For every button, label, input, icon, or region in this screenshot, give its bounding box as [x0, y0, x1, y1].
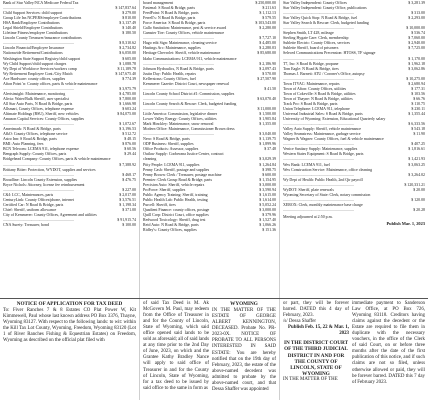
- claim-amount: $ 7,388.92: [119, 161, 136, 167]
- claim-amount: $ 536.74: [411, 30, 425, 36]
- claim-vendor: Wex Construction Service: Maintenance, office cleaning: [283, 166, 373, 172]
- claim-amount: $ 398.75: [262, 166, 276, 172]
- claim-amount: $ 1,527.40: [259, 217, 276, 223]
- claim-amount: $ 3,063.25: [408, 161, 425, 167]
- claim-amount: $ 27,507.90: [257, 75, 276, 81]
- claim-vendor: ........................................................................: [3, 85, 74, 91]
- claim-vendor: ........................................................................: [143, 95, 214, 101]
- claim-amount: $ 579.55: [262, 15, 276, 21]
- claim-vendor: Western States Equipment: S Road & Bridge, parts: [283, 151, 364, 157]
- claim-vendor: ........................................................................: [3, 217, 74, 223]
- claim-amount: $ 227.00: [122, 186, 136, 192]
- claim-vendor: ........................................................................: [143, 105, 214, 111]
- claim-amount: $ 11,000.00: [257, 105, 276, 111]
- claim-vendor: Lincoln Financial/Employee Insurance: [3, 45, 65, 51]
- claim-vendor: Wagner & Wagner: County Offices, fuel & vehicle maintenance: [283, 136, 384, 142]
- claim-vendor: Wex Bank: LCEMA 911, fuel: [283, 161, 330, 167]
- claim-vendor: ........................................................................: [283, 181, 354, 187]
- claim-amount: $ 7,060.00: [408, 35, 425, 41]
- claim-vendor: Chief: Sheriff, uniform allowance: [3, 206, 57, 212]
- claim-vendor: Track Pro: S Road & Bridge, parts: [283, 100, 338, 106]
- column-rule: [139, 0, 140, 400]
- claim-vendor: Bengraph Supply: County Offices, parts: [3, 151, 67, 157]
- claim-vendor: ........................................................................: [3, 5, 74, 11]
- claim-vendor: Bridgehead Company: County Offices, parts & vehicle maintenance: [3, 156, 111, 162]
- claim-amount: $ 2,734.82: [119, 45, 136, 51]
- claim-vendor: Premier: Clerk Group Road & Bridge, parts: [143, 176, 213, 182]
- claim-amount: $ 180.50: [122, 30, 136, 36]
- claim-vendor: Little America: Commission, legislative dinner: [143, 111, 218, 117]
- claim-amount: $ 570.00: [262, 70, 276, 76]
- claim-amount: $ 1,170.00: [408, 55, 425, 61]
- claim-amount: $ 605.00: [122, 55, 136, 61]
- claim-vendor: Lower Valley Energy: County Offices, utilities: [143, 116, 217, 122]
- claim-amount: $ 3,975.79: [119, 85, 136, 91]
- claim-amount: $ 3,137.49: [119, 20, 136, 26]
- claim-vendor: Afton Point 'n: County offices, parts & vehicle maintenance: [3, 80, 98, 86]
- claim-vendor: City of Kemmerer: County Offices, Agreement and utilities: [3, 211, 97, 217]
- claim-amount: $ 211.63: [262, 5, 276, 11]
- claim-vendor: Group Life Ins NCPERS/employee Contributions: [3, 15, 82, 21]
- claim-vendor: CNA Surety: Treasurer, bond: [3, 222, 49, 228]
- claim-vendor: ........................................................................: [283, 75, 354, 81]
- claim-vendor: Force America: S Road & Bridge, parts: [143, 20, 206, 26]
- claim-amount: $ 10,000.00: [406, 25, 425, 31]
- claim-amount: $ 1,905.84: [259, 116, 276, 122]
- claim-vendor: ........................................................................: [3, 161, 74, 167]
- claim-amount: $ 3,590.94: [259, 186, 276, 192]
- claim-amount: $ 379.96: [262, 211, 276, 217]
- claim-amount: $ 7,800.00: [119, 95, 136, 101]
- claim-vendor: Tom Eagle: N Road & Bridge, tires: [283, 65, 339, 71]
- claim-amount: $ 1,198.34: [119, 201, 136, 207]
- claim-vendor: CenturyLink: County Offices/phone, internet: [3, 196, 75, 202]
- claim-amount: $ 1,139.75: [259, 136, 276, 142]
- claim-vendor: Wy Child Support/child support charges: [3, 60, 67, 66]
- claim-vendor: WyDOT: Sheriff, plate renewals: [283, 186, 334, 192]
- claim-amount: $ 774.39: [122, 75, 136, 81]
- claim-vendor: BCN Telecom: LCEMA 911, telephone expense: [3, 146, 79, 152]
- claim-amount: $ 1,899.96: [259, 141, 276, 147]
- claim-amount: $ 20.28: [413, 206, 425, 212]
- claim-vendor: Hastings Arc: Maintenance, supplies: [143, 45, 201, 51]
- notice-title: NOTICE OF APPLICATION FOR TAX DEED: [16, 301, 123, 307]
- claim-amount: $ 63,070.40: [257, 95, 276, 101]
- claim-amount: $ 60.56: [124, 146, 136, 152]
- claim-amount: $ 1,666.98: [119, 100, 136, 106]
- claim-amount: $ 1,355.44: [408, 111, 425, 117]
- claim-vendor: C&I: LCC, Maintenances, parts: [3, 191, 54, 197]
- claim-vendor: Brittany Bitter: Protection, WYDOT, supplies and services: [3, 166, 96, 172]
- claim-vendor: Seleced Communications Precension: HTOSS, TF signage: [283, 50, 376, 56]
- claim-amount: $ 37.48: [264, 146, 276, 152]
- claim-amount: $ 100.00: [122, 222, 136, 228]
- claim-amount: $ 1,264.84: [259, 161, 276, 167]
- claim-vendor: ........................................................................: [143, 85, 214, 91]
- claim-vendor: Union Telephone: LCEMA 911, telephone: [283, 105, 350, 111]
- notice-tax-deed: [3, 301, 136, 344]
- claim-vendor: Public Agency Training: Sheriff, training: [143, 191, 208, 197]
- claim-vendor: Purcell: Sheriff, tires: [143, 201, 176, 207]
- claim-amount: $ 230.11: [411, 105, 425, 111]
- claim-vendor: board management: [143, 0, 174, 5]
- claim-vendor: Town of Thayne: N Road & Bridge, utilities: [283, 95, 353, 101]
- claim-vendor: ........................................................................: [3, 171, 74, 177]
- claim-vendor: Quadient Finance: county offices, postage: [143, 206, 210, 212]
- claim-vendor: Gallo Sanitation: Maintenance, pest & service award: [143, 25, 227, 31]
- claim-amount: $ 313.00: [411, 10, 425, 16]
- claim-vendor: ........................................................................: [283, 25, 354, 31]
- claim-row: [283, 207, 425, 212]
- claim-amount: $ 1,500.00: [259, 111, 276, 117]
- claim-amount: $ 2,940.00: [408, 40, 425, 46]
- notice-body: To: Fiver Ranches 7 & 8 Estates CO Plat Power W, Kit Kimmewell, Paul whose last known address PO Box 3376, Thayne, Wyoming 83127. With respect to the following lands: to wit: within the Kill Tax Lot County, Wyoming, Freedom, Wyoming 83120 (Lot 1 of River Ranches Fishing & Equestrian Estates) on Freedom, Wyoming as described on the official plat filed with: [3, 308, 136, 344]
- claim-vendor: cleaning: [143, 156, 157, 162]
- claim-vendor: University of Wyoming: Extension, Educational Quarterly salary: [283, 116, 386, 122]
- claim-amount: $ 120,331.21: [404, 181, 425, 187]
- claim-amount: $ 1,614.00: [259, 196, 276, 202]
- claim-vendor: ........................................................................: [283, 10, 354, 16]
- claim-vendor: Gamster Tire: County Offices, vehicle maintenance: [143, 30, 225, 36]
- claim-vendor: Mark Hinckley: Maintenance, snow removal: [143, 121, 214, 127]
- claim-vendor: ........................................................................: [143, 35, 214, 41]
- claim-vendor: Stephen Smith, LT 428, mileage: [283, 30, 334, 36]
- claim-amount: $ 1,355.00: [259, 121, 276, 127]
- claim-amount: $ 1,112.13: [259, 10, 276, 16]
- court-title: IN THE DISTRICT COURT OF THE THIRD JUDICIAL DISTRICT IN AND FOR THE COUNTY OF LINCOLN, STATE OF WYOMING: [283, 340, 349, 378]
- claim-row: [3, 222, 136, 227]
- claim-amount: $ 41.50: [264, 85, 276, 91]
- claim-amount: $ 3,040.00: [259, 131, 276, 137]
- claim-vendor: Venice Sanitary Supply: Maintenance, supplies: [283, 146, 358, 152]
- claim-amount: $ 407.25: [411, 141, 425, 147]
- claim-amount: $ 2,293.00: [408, 15, 425, 21]
- claim-vendor: Nero: S Road & Bridge, parts: [143, 136, 190, 142]
- claim-vendor: Broadline: Lincoln County Extension, supplies: [3, 176, 78, 182]
- claim-vendor: Astro Inn: S Road & Bridge, parts: [3, 136, 57, 142]
- claim-vendor: Penny Cash: Sheriff, postage and supplies: [143, 166, 210, 172]
- claim-amount: $ 543.18: [411, 126, 425, 132]
- claim-vendor: Star Valley Independent: County Offices: [283, 0, 347, 5]
- claim-amount: $ 10,275.00: [406, 75, 425, 81]
- claim-vendor: Valley Seamstress: Maintenance, garbage service: [283, 131, 361, 137]
- claim-vendor: Child Support Services: child support: [3, 10, 63, 16]
- claim-amount: $ 3,576.51: [119, 196, 136, 202]
- claim-vendor: Ridley's: County Offices, supplies: [143, 227, 197, 233]
- claim-vendor: Sublette Electric: County Offices, services: [283, 40, 350, 46]
- claim-vendor: BMI: Auto Planning, fees: [3, 141, 44, 147]
- claim-vendor: Certified Car: N Road & Bridge, parts: [3, 201, 64, 207]
- claim-vendor: Allsmart, County Offices, telephone expense: [3, 105, 74, 111]
- claim-vendor: Redwood Toxicology: Sheriff, drug test: [143, 217, 206, 223]
- claim-vendor: Modern Office: Maintenance, Commissioner Brown dress: [143, 126, 235, 132]
- claim-vendor: Reid Auto: N Road & Bridge, parts: [143, 222, 199, 228]
- claim-vendor: Hugo edit Sign: Maintenance, cleaning service: [143, 40, 217, 46]
- notice-body: IN THE MATTER OF THE ESTATE OF GEORGE ALBERT KENNINGTON, DECEASED. Probate No. PR-2023-0X. NOTICE OF PROBATE TO ALL PERSONS INTERESTED IN SAID ESTATE: You are hereby notified that on the 19th day of February, 2023, the estate of the above-named decedent was admitted to probate by the above-named court, and that Dessa Shaffer was appointed: [212, 308, 276, 392]
- notice-title: WYOMING: [230, 301, 258, 307]
- claim-amount: $ 177.31: [411, 85, 425, 91]
- notice-estate-side: [352, 301, 425, 386]
- claim-amount: $ 6,050.00: [119, 50, 136, 56]
- claim-vendor: Altimate Holdings (BSU), Sheriff, new vehicles: [3, 111, 79, 117]
- notice-body: or part, they will be forever barred. DATED this 4 day of February, 2023.: [283, 301, 349, 319]
- claim-vendor: Wyoming Secretary of State: Clerk, notary commission: [283, 191, 371, 197]
- claim-amount: $ 1,816.61: [408, 146, 425, 152]
- claim-vendor: Justin Day: Public Health, repairs: [143, 70, 197, 76]
- claim-amount: $ 2,097.43: [259, 65, 276, 71]
- claim-vendor: Sterling Hygate Care: Clerk, membership: [283, 35, 349, 41]
- claim-amount: $ 3,062.86: [408, 65, 425, 71]
- claim-vendor: ProForce: Sheriff, supplies: [143, 186, 186, 192]
- claim-vendor: T7, Inc: S Road & Bridge, propane: [283, 60, 339, 66]
- claim-vendor: ........................................................................: [283, 156, 354, 162]
- publish-line: Publish Mar. 1, 2023: [386, 221, 425, 227]
- claim-amount: $ 476.75: [122, 176, 136, 182]
- claim-vendor: ODP Business: Sheriff, supplies: [143, 141, 194, 147]
- notice-probate: [212, 301, 276, 393]
- claims-column-1: [3, 0, 136, 227]
- claim-vendor: Star Valley Independent: County Office, publications: [283, 5, 367, 11]
- publish-line: Publish Feb. 15, 22 & Mar. 1, 2023: [288, 325, 349, 337]
- claim-vendor: ........................................................................: [3, 121, 74, 127]
- claim-amount: $ 147,675.40: [115, 70, 136, 76]
- claim-vendor: Wy Retirement Employee Cont./City Match: [3, 70, 73, 76]
- claim-amount: $ 2,017.00: [119, 191, 136, 197]
- claim-amount: $ 8,310.62: [119, 40, 136, 46]
- section-divider: [0, 298, 428, 299]
- claim-amount: $ 2,280.00: [259, 25, 276, 31]
- claim-vendor: Lifetime Fitness/employee Contributions: [3, 30, 68, 36]
- claim-amount: $ 3,196.53: [119, 126, 136, 132]
- claim-amount: $ 3,000.00: [259, 206, 276, 212]
- claim-vendor: Thomas J. Barnett: ATU / Coroner's Office, autopsy: [283, 70, 365, 76]
- claim-vendor: Town ITVAC: Maintenance, repairs: [283, 80, 340, 86]
- claim-vendor: Star Valley Quick Stop: N Road & Bridge, fuel: [283, 15, 358, 21]
- claim-vendor: Kemmerer Gazette: District Court, newspaper renewal: [143, 80, 229, 86]
- claim-amount: $ 2,680.94: [408, 80, 425, 86]
- claim-vendor: ........................................................................: [283, 55, 354, 61]
- claim-amount: $ 103.56: [411, 90, 425, 96]
- claim-amount: $ 4,785.00: [119, 90, 136, 96]
- claim-vendor: HSA Bank/Employee Contributions: [3, 20, 60, 26]
- claim-vendor: Lincoln County Treasurer/insurance contributions: [3, 35, 82, 41]
- notice-body: of said Tax Deed is M. Ak McGovern M. Paul, may redeem from the Office of Treasurer in and for the County of Lincoln, State of Wyoming, which said office opened said lands to be sold as aforesaid; all of said lands at any time prior to the 2nd Day of June, 2023, on which and the Grantee Kathy Bradley Nance will apply to said office of Treasurer in and for the County of Lincoln, State of Wyoming, for a tax deed to be issued by said office to the same in form as: [143, 301, 210, 391]
- claim-vendor: Fastenal: S Road & Bridge, parts: [143, 5, 196, 11]
- claim-vendor: Pitty People: LCEMA 911, supplies: [143, 161, 200, 167]
- claim-amount: $ 1,154.95: [259, 176, 276, 182]
- matter-line: IN THE MATTER OF THE: [283, 377, 338, 383]
- claim-vendor: Johnson Hydraulics, N Road & Bridge, parts: [143, 65, 214, 71]
- claim-amount: $ 810.00: [122, 15, 136, 21]
- claim-amount: $ 140.40: [122, 25, 136, 31]
- claim-amount: $ 603.24: [122, 105, 136, 111]
- claim-amount: $ 84,075.00: [117, 111, 136, 117]
- claim-amount: $ 1,072.67: [119, 121, 136, 127]
- claim-amount: $ 20.00: [413, 186, 425, 192]
- claim-amount: $ 151.36: [262, 227, 276, 233]
- claim-vendor: ........................................................................: [283, 171, 354, 177]
- meeting-adjourned: Meeting adjourned at 2:50 p.m.: [283, 213, 333, 219]
- notice-body: immediate payment to Sanderson Law Office, at PO Box 726, Wyoming 83118. Creditors having claims against the decedent or the Estate are required to file them in duplicate with the necessary vouchers, in the office of the Clerk of said Court, on or before three months after the date of the first publication of this notice, and if such claims are not so filed, unless otherwise allowed or paid, they will be forever barred. DATED this 7 day of February 2023.: [352, 301, 425, 385]
- claim-amount: $ 11,189.78: [117, 65, 136, 71]
- claim-vendor: Amazon Capital Services: County Offices, supplies: [3, 116, 85, 122]
- claim-amount: $ 6,333.56: [408, 121, 425, 127]
- claim-vendor: Nationwide Retirement/Contributions: [3, 50, 63, 56]
- claim-vendor: Valley Auto Supply: Sheriff, vehicle maintenance: [283, 126, 361, 132]
- claim-amount: $ 876.00: [122, 141, 136, 147]
- claim-vendor: Public Health Lab: Public Health, testing: [143, 196, 208, 202]
- claim-amount: $ 7,725.00: [408, 45, 425, 51]
- notice-estate: [283, 301, 349, 383]
- claim-vendor: Kellerstrass: County Offices, fuel: [143, 75, 196, 81]
- claim-vendor: Penny Brown: Clerk / Treasurer, postage machine: [143, 171, 222, 177]
- claim-amount: $ 91,915.74: [117, 217, 136, 223]
- claim-vendor: Town of Cokeville: S Road & Bridge, utilities: [283, 90, 356, 96]
- claim-vendor: Legal Shield/Employee Contributions: [3, 25, 63, 31]
- claim-amount: $ 1,066.26: [259, 222, 276, 228]
- column-rule: [279, 0, 280, 400]
- claim-amount: $ 2,186.90: [259, 60, 276, 66]
- claim-amount: $ 29.44: [124, 151, 136, 157]
- claim-amount: $ 1,615.00: [259, 191, 276, 197]
- claim-vendor: Alivia: Water/Bulk Sheriff, user specialist: [3, 95, 69, 101]
- claim-vendor: Bank of Star Valley/NCA Medicare Federal Tax: [3, 0, 79, 5]
- claim-vendor: ........................................................................: [143, 131, 214, 137]
- claim-amount: $ 3,281.39: [408, 0, 425, 5]
- claim-vendor: Washington State Support Registry/child support: [3, 55, 81, 61]
- claim-vendor: Outlaw Supply: Cooberana Justice Center, contract: [143, 151, 224, 157]
- claim-vendor: Town of Afton: County Offices, utilities: [283, 85, 347, 91]
- claim-vendor: Alertsinsight: Maintenance, monitoring: [3, 90, 66, 96]
- claim-amount: $ 7,727.10: [259, 35, 276, 41]
- claim-vendor: ........................................................................: [143, 60, 214, 66]
- claim-amount: $ 147,837.64: [115, 5, 136, 11]
- claim-amount: $ 468.17: [122, 171, 136, 177]
- claim-vendor: ........................................................................: [283, 206, 354, 212]
- claim-amount: $ 48.15: [124, 136, 136, 142]
- claim-amount: $ 1,088.78: [119, 60, 136, 66]
- claims-column-2: [143, 0, 276, 232]
- claim-amount: $ 3,029.39: [259, 156, 276, 162]
- claim-vendor: Heritage Chevrolet: Sheriff, vehicle maintenance: [143, 50, 221, 56]
- claim-vendor: Ferrell's: N Road & Bridge, parts: [143, 15, 196, 21]
- claim-vendor: A&O: County Offices, telephone service: [3, 131, 68, 137]
- claim-amount: $ 1,421.93: [408, 156, 425, 162]
- claim-amount: $ 66.76: [413, 95, 425, 101]
- claim-amount: $ 1,962.18: [408, 60, 425, 66]
- claim-amount: $ 600.00: [262, 171, 276, 177]
- claim-row: [143, 227, 276, 232]
- claim-vendor: Lincoln County Search & Rescue: Clerk, budgeted funding: [143, 100, 237, 106]
- claim-vendor: Idaho Communications: LCEMA 911, vehicle maintenance: [143, 55, 237, 61]
- claim-vendor: Quill Corp: District Court, office supplies: [143, 211, 209, 217]
- claim-amount: $ 103,543.00: [255, 20, 276, 26]
- claim-vendor: Office Products: Assessor, supplies: [143, 146, 199, 152]
- claim-vendor: Precision Auto: Sheriff, vehicle repairs: [143, 181, 205, 187]
- claim-amount: $ 85,680.00: [257, 50, 276, 56]
- claim-amount: $ 250,000.00: [255, 0, 276, 5]
- claim-vendor: ........................................................................: [283, 196, 354, 202]
- claim-amount: $ 11.90: [413, 131, 425, 137]
- claim-vendor: Bryce Nichols: Attorney, license fee reimbursement: [3, 181, 85, 187]
- claim-amount: $ 371.00: [122, 206, 136, 212]
- claim-amount: $ 110.75: [411, 100, 425, 106]
- claim-amount: $ 512.72: [122, 131, 136, 137]
- claim-amount: $ 279.00: [122, 10, 136, 16]
- claim-vendor: Wy Dept of Health: Public Health, 2nd Qtr payroll: [283, 176, 363, 182]
- claim-vendor: ........................................................................: [283, 121, 354, 127]
- claim-vendor: XEROX: Clerk, monthly maintenance base charge: [283, 201, 363, 207]
- claim-vendor: Star Valley Search & Rescue: Clerk, budgeted funding: [283, 20, 369, 26]
- claim-vendor: ........................................................................: [283, 141, 354, 147]
- claims-column-3: [283, 0, 425, 227]
- claim-amount: $ 5,052.24: [259, 201, 276, 207]
- claim-amount: $ 4,485.00: [259, 40, 276, 46]
- claim-amount: $ 2,280.03: [259, 45, 276, 51]
- claim-vendor: FeedPoint: N Road & Bridge, parts: [143, 10, 199, 16]
- claim-amount: $ 3,264.02: [408, 171, 425, 177]
- claim-vendor: Sublette Sheriff, board of prisoners: [283, 45, 339, 51]
- claim-vendor: Amerimark: N Road & Bridge, parts: [3, 126, 61, 132]
- claim-vendor: ........................................................................: [3, 186, 74, 192]
- claim-vendor: Ace Hardware: county offices, supplies: [3, 75, 66, 81]
- claim-amount: $ 120.00: [411, 196, 425, 202]
- notice-tax-deed-continued: [143, 301, 209, 392]
- claim-vendor: All Star Auto Parts, N Road & Bridge, parts: [3, 100, 73, 106]
- claim-vendor: Wy Dept of Workforce Services/workers comp: [3, 65, 77, 71]
- notice-signer: /s/ Dessa Shaffer: [283, 319, 317, 325]
- claim-vendor: Universal Industrial Sales: S Road & Bridge, parts: [283, 111, 363, 117]
- claim-vendor: Lincoln County School District #1: Commission, supplies: [143, 90, 235, 96]
- claim-vendor: ........................................................................: [3, 40, 74, 46]
- claim-amount: $ 3,000.00: [259, 181, 276, 187]
